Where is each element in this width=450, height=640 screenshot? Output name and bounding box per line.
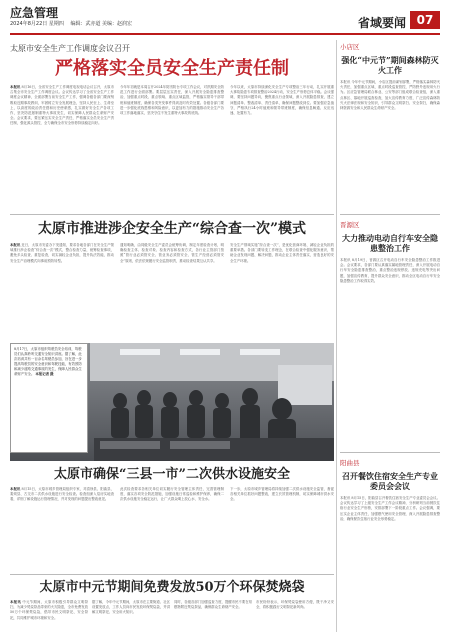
article2-headline: 太原市推进涉企安全生产“综合查一次”模式 (37, 221, 307, 237)
news-photo (10, 343, 334, 461)
article4-col4: 市民纷纷表示，环保焚烧袋使用方便，既干净又安全，将积极践行文明祭祀新风尚。 (256, 600, 334, 610)
page-header (0, 0, 450, 36)
sidebar3-tag: 阳曲县 (340, 459, 360, 467)
article1-col2: 今年年初就是本周召开2024年防汛防台专项工作会议，对汛期安全防范工作进行全面部署。要层层压实责任，深入开展安全隐患排查整治，加强重点时段、重点领域、重点区域监管，严格落实领导干部带班和值班制度，确保各类突发事件得到及时有效处置。各级各部门要进一步强化底线思维和风险意识，以更加有力的措施推动安全生产各项工作落地落实，坚决守住不发生重特大事故的底线。 (120, 85, 224, 116)
article2-col1: 本报讯 近日，太原市安委办下发通知，要求各地各部门在安全生产领域推行涉企检查“综合查一次”模式，整合检查力量，统筹检查事项，避免多头检查、重复检查，切实减轻企业负担，提升执法效能，推动安全生产治理模式向事前预防转型。 (10, 243, 114, 263)
sidebar1-tag: 小店区 (340, 43, 360, 51)
sidebar2-tag: 晋源区 (340, 221, 360, 229)
divider (340, 452, 440, 453)
article2-col2: 通知明确，由同级安全生产委员会统筹协调，制定年度检查计划，明确检查主体、检查对象、检查内容和检查方式，各行业主管部门按照“管行业必须管安全、管业务必须管安全、管生产经营必须管安全”原则，依法依规履行安全监管职责，推动检查结果互认共享。 (120, 243, 224, 263)
sidebar3-body: 本报讯 8月15日，阳曲县召开餐饮住宿安全生产专业委员会会议。会议传达学习了上级安全生产工作会议精神，分析研判当前餐饮住宿行业安全生产形势，安排部署下一阶段重点工作。会议强调，要压实企业主体责任，加强燃气使用安全管理，深入开展隐患排查整治，确保餐饮住宿行业安全形势稳定。 (340, 496, 440, 521)
main-column (10, 38, 334, 634)
article3-col3: 下一步，太原市城乡管理局将持续加强二次供水设施安全监管，督促各相关单位抓好问题整改，建立长效管理机制，切实保障城市供水安全。 (230, 487, 334, 502)
sidebar3-headline: 召开餐饮住宿安全生产专业委员会会议 (342, 471, 438, 491)
sidebar2-headline: 大力推动电动自行车安全隐患整治工作 (342, 233, 438, 253)
divider (340, 214, 440, 215)
article2-col3: 安全生产领域实施“综合查一次”，是优化营商环境、减轻企业负担的重要举措。各部门要转变工作理念，在联合检查中强化服务意识，帮助企业发现问题、解决问题，推动企业主体责任落实，营造良好的安全生产环境。 (230, 243, 334, 263)
sidebar1-body: 本报讯 今年中元节期间，小店区提前谋划部署，严格落实森林防灭火责任，加强重点区域、重点时段巡查管控，严防野外违规用火行为。区应急管理局联合林业、公安等部门组成联合检查组，深入重点林区、墓地开展巡查检查，加大宣传教育力度，广泛宣传森林防灭火法律法规和安全知识，引导群众文明祭扫、安全祭扫，确保森林资源安全和人民群众生命财产安全。 (340, 80, 440, 111)
article4-headline: 太原市中元节期间免费发放50万个环保焚烧袋 (39, 580, 305, 595)
sidebar2-body: 本报讯 8月19日，晋源区召开电动自行车安全隐患整治工作推进会。会议要求，各部门要认真落实属地管理责任，深入开展电动自行车安全隐患排查整治，重点整治违规停放、违规充电等突出问题，加强宣传教育，提升群众安全意识，推动全区电动自行车安全隐患整治工作取得实效。 (340, 258, 440, 283)
sidebar1-headline: 强化“中元节”期间森林防灭火工作 (341, 55, 439, 75)
section-title: 省域要闻 (358, 16, 407, 30)
article3-headline: 太原市确保“三县一市”二次供水设施安全 (54, 467, 290, 482)
divider (10, 214, 334, 215)
article1-col3: 今年以来，太原市持续深化安全生产专项整治三年行动，扎实开展重大事故隐患专项排查整治2024行动，安全生产形势总体平稳。会议强调，要坚持问题导向，聚焦重点行业领域，深入开展隐患排查，建立问题清单、整改清单、责任清单，确保问题整改到位。要加强应急值守，严格执行24小时值班和领导带班制度，确保信息畅通、反应迅速、处置有力。 (230, 85, 334, 116)
article4-col2: 据了解，今年中元节期间，太原市在主要街道、社区设置发放点，工作人员向市民发放环保焚烧袋，并讲解文明祭祀、安全用火知识。 (92, 600, 170, 615)
article3-col2: 此次检查要求各相关单位切实履行安全管理主体责任，完善管理制度，落实各项安全防范措施，加强设施日常巡检和维护保养，确保二次供水设施安全稳定运行，让广大群众喝上放心水、安全水。 (120, 487, 224, 502)
article4-col1: 本报讯 中元节期间，太原市积极引导群众文明祭扫，为减少焚烧祭品带来的火灾隐患，全市免费发放50万个环保焚烧袋，倡导市民文明祭祀、安全祭祀，共同维护城市环境和安全。 (10, 600, 88, 620)
masthead-info: 2024年8月22日 星期四 编辑：武亦道 美编：赵润宏 (10, 21, 133, 27)
page-number: 07 (410, 11, 440, 29)
divider (10, 574, 334, 575)
article1-kicker: 太原市安全生产工作调度会议召开 (10, 44, 130, 53)
article1-byline: 本报讯 (10, 85, 21, 89)
article3-col1: 本报讯 8月15日，太原市城乡管理局组织专家，对清徐县、阳曲县、娄烦县、古交市二次供水设施进行安全检查。检查组深入泵房实地查看，详细了解设施运行管理情况，并对发现的问题提出整改意见。 (10, 487, 114, 502)
article4-col3: 同时，各级各部门加强巡查力度，提醒市民不要在易燃物附近焚烧祭品，确保群众生命财产安全。 (174, 600, 252, 610)
photo-caption: 8月17日，太原市组织驾驶员安全培训，驾驶员们认真聆听交通安全知识讲座。据了解，此次培训共有一百余名驾驶员参加，旨在进一步提高驾驶员的安全意识和驾驶技能，有效预防和减少道路交通事故的发生，保障人民群众生命财产安全。 本报记者 摄 (10, 343, 88, 453)
column-divider (336, 40, 337, 632)
side-column (340, 38, 440, 634)
article1-headline: 严格落实全员安全生产责任制 (55, 58, 289, 79)
masthead-title: 应急管理 (10, 6, 59, 20)
article1-col1: 本报讯 8月16日，全省安全生产工作调度电视电话会议召开，太原市召集全市安全生产工作调度会议。会议传达学习了全省安全生产工作调度会议精神，全面部署当前安全生产工作，强调各级各部门要深刻吸取近期事故教训，牢固树立安全发展理念，坚持人民至上、生命至上，以高度的政治责任感和历史使命感，扎实做好安全生产各项工作，坚决防范遏制重特大事故发生，切实保障人民群众生命财产安全。会议要求，要压紧压实安全生产责任，严格落实全员安全生产责任制，强化源头管控，全力确保全市安全形势持续稳定向好。 (10, 85, 114, 126)
header-rule (10, 33, 440, 35)
